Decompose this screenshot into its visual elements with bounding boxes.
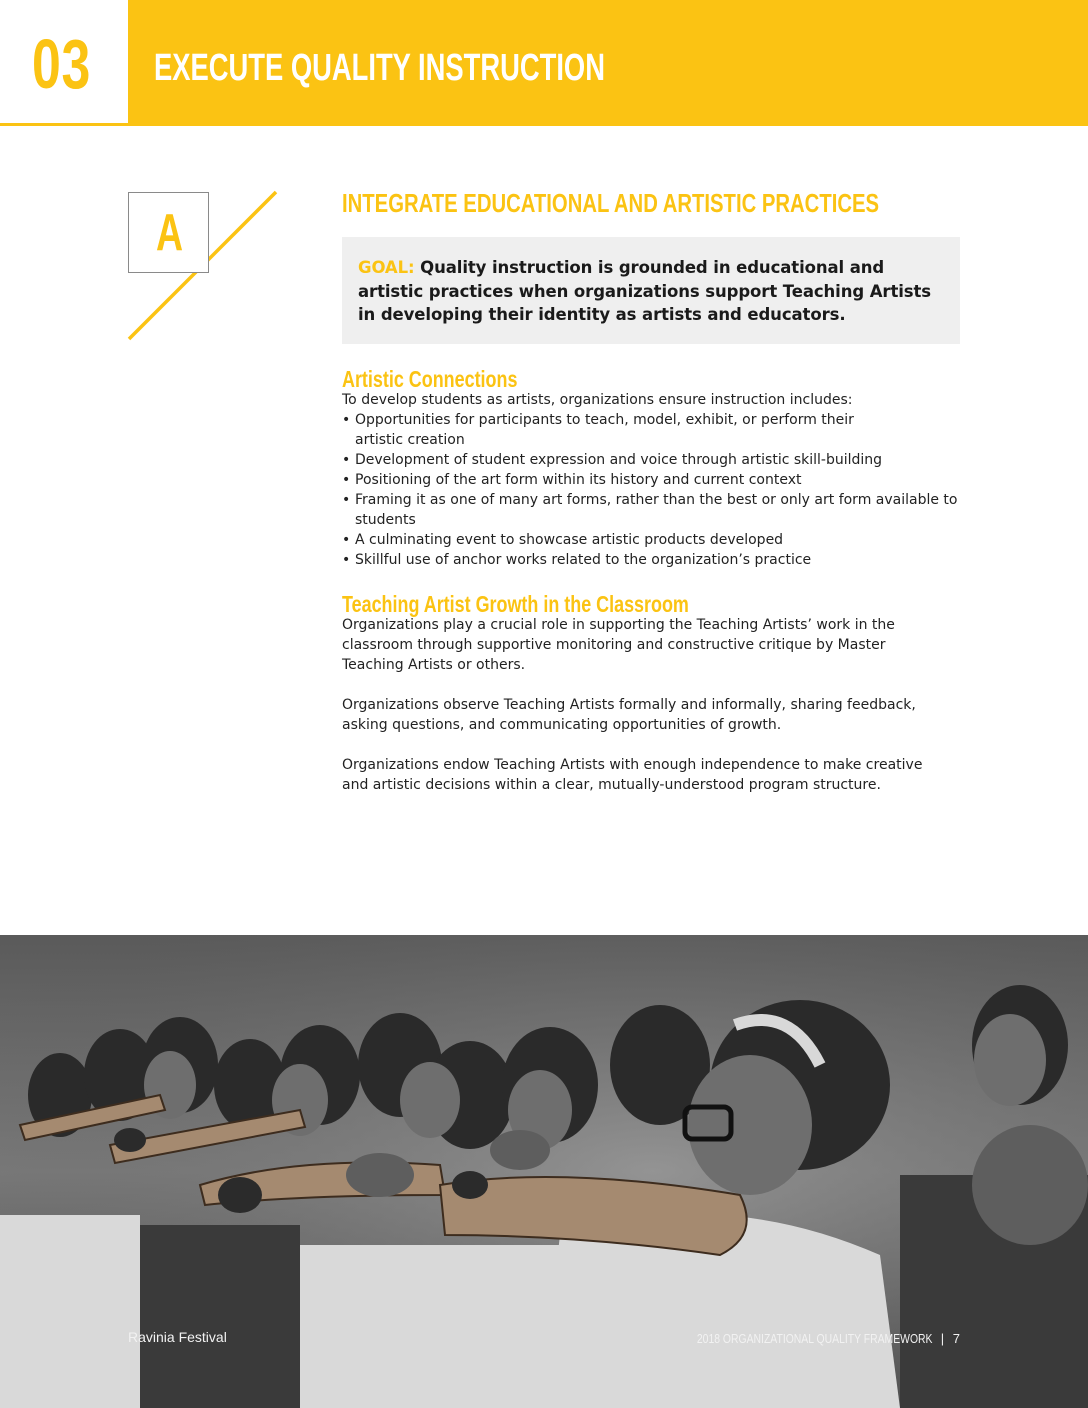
footer-separator: | [940,1331,945,1346]
ta-growth-heading: Teaching Artist Growth in the Classroom [342,591,689,617]
artistic-connections-heading: Artistic Connections [342,366,518,392]
artistic-connections-intro: To develop students as artists, organizations ensure instruction includes: [342,392,853,408]
paragraph: Organizations play a crucial role in supporting the Teaching Artists’ work in the classroom through supportive monitoring and constructive critique by Master Teaching Artists or others. [342,617,895,673]
list-item: • Framing it as one of many art forms, rather than the best or only art form available to students [342,490,972,530]
photo-credit: Ravinia Festival [128,1329,227,1345]
page-footer [638,1331,960,1346]
artistic-connections-list [342,410,972,570]
list-item: • Development of student expression and voice through artistic skill-building [342,450,972,470]
paragraph: Organizations observe Teaching Artists formally and informally, sharing feedback, asking questions, and communicating opportunities of growth. [342,697,916,733]
goal-statement [358,256,948,327]
section-number-box [0,0,128,123]
artistic-connections-body [342,390,972,570]
footer-document-title: 2018 ORGANIZATIONAL QUALITY FRAMEWORK [696,1331,933,1346]
goal-callout [342,237,960,344]
page-number: 7 [952,1331,960,1346]
ta-growth-body [342,615,937,815]
section-header-bar [0,0,1088,126]
goal-text: Quality instruction is grounded in educational and artistic practices when organizations support Teaching Artists in developing their identity as artists and educators. [358,258,932,324]
section-title: EXECUTE QUALITY INSTRUCTION [154,47,605,89]
subsection-letter-box [128,192,209,273]
subsection-letter: A [155,204,184,262]
section-number: 03 [32,25,92,103]
goal-label: GOAL: [358,258,415,277]
students-violin-photo [0,935,1088,1408]
list-item: • A culminating event to showcase artistic products developed [342,530,972,550]
list-item: • Opportunities for participants to teach, model, exhibit, or perform their artistic creation [342,410,875,450]
paragraph: Organizations endow Teaching Artists with enough independence to make creative and artistic decisions within a clear, mutually-understood program structure. [342,757,923,793]
list-item: • Skillful use of anchor works related to the organization’s practice [342,550,972,570]
list-item: • Positioning of the art form within its history and current context [342,470,972,490]
subsection-title: INTEGRATE EDUCATIONAL AND ARTISTIC PRACTICES [342,188,880,218]
